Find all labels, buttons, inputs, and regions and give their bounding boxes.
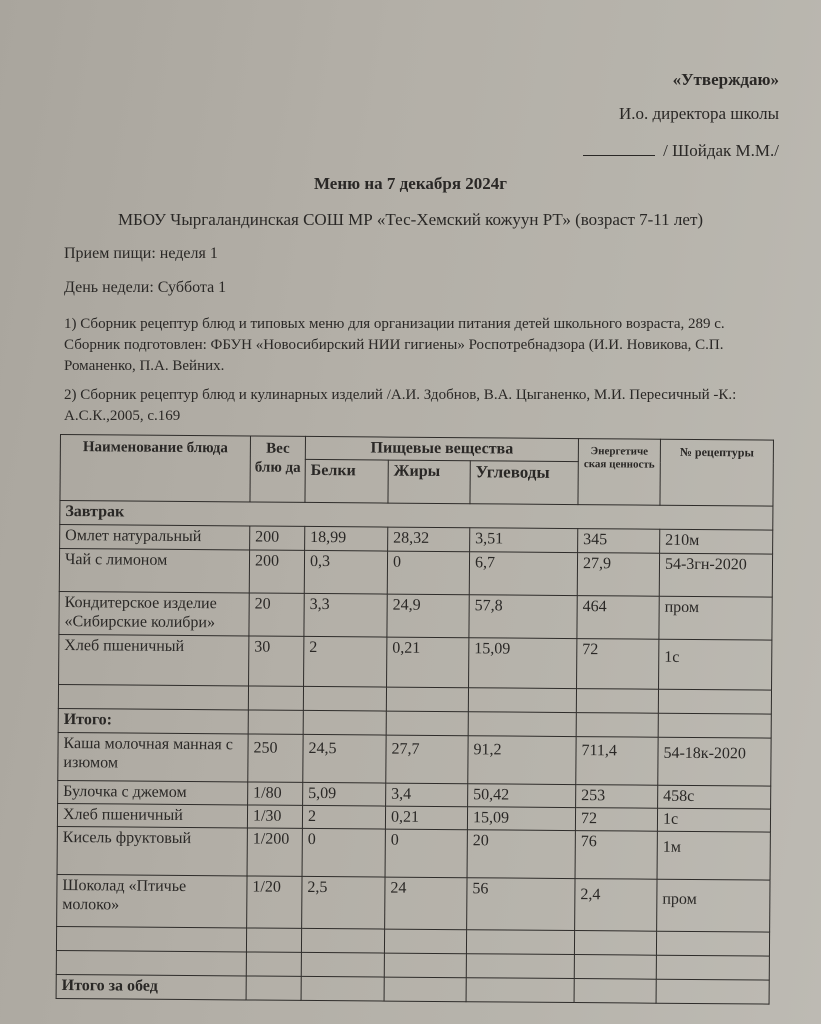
header-fats: Жиры — [388, 460, 470, 504]
dish-carbs: 15,09 — [469, 638, 577, 689]
day-of-week: День недели: Суббота 1 — [64, 279, 227, 296]
section-lunch-total-row — [56, 974, 769, 1004]
dish-name: Чай с лимоном — [59, 549, 249, 593]
dish-fats: 24,9 — [387, 594, 469, 638]
header-energy: Энергетиче ская ценность — [578, 439, 661, 506]
dish-energy: 2,4 — [575, 879, 657, 932]
table-row — [57, 826, 770, 880]
source-2: 2) Сборник рецептур блюд и кулинарных изделий /А.И. Здобнов, В.А. Цыганенко, М.И. Пересичный -К.: А.С.К.,2005, с.169 — [64, 387, 737, 424]
dish-recipe: 54-3гн-2020 — [659, 553, 772, 597]
dish-name: Хлеб пшеничный — [57, 803, 247, 827]
dish-energy: 345 — [578, 529, 660, 554]
dish-recipe: 54-18к-2020 — [658, 737, 771, 786]
table-row — [59, 634, 772, 690]
dish-recipe: 210м — [660, 529, 773, 554]
header-weight: Вес блю да — [250, 436, 306, 502]
dish-proteins: 2 — [302, 805, 385, 829]
dish-fats: 3,4 — [386, 783, 468, 807]
menu-table — [56, 434, 774, 1005]
dish-name: Кисель фруктовый — [57, 826, 247, 875]
table-row — [59, 549, 772, 598]
dish-proteins: 24,5 — [303, 734, 386, 783]
dish-carbs: 6,7 — [469, 552, 577, 596]
dish-proteins: 2,5 — [302, 876, 385, 929]
section-total: Итого: — [58, 708, 248, 733]
dish-name: Шоколад «Птичье молоко» — [57, 874, 247, 927]
dish-weight: 250 — [248, 734, 303, 782]
header-recipe: № рецептуры — [660, 439, 774, 506]
dish-carbs: 15,09 — [467, 807, 575, 831]
dish-proteins: 5,09 — [303, 782, 386, 806]
dish-fats: 0,21 — [387, 637, 469, 688]
school-name: МБОУ Чыргаландинская СОШ МР «Тес-Хемский кожуун РТ» (возраст 7-11 лет) — [117, 210, 704, 229]
dish-fats: 0 — [385, 829, 467, 878]
table-row — [57, 874, 770, 932]
dish-energy: 253 — [576, 785, 658, 809]
dish-proteins: 3,3 — [304, 593, 387, 637]
dish-proteins: 0 — [302, 828, 385, 877]
dish-carbs: 57,8 — [469, 595, 577, 639]
dish-proteins: 18,99 — [305, 526, 388, 551]
dish-weight: 200 — [249, 550, 304, 593]
signature-name: / Шойдак М.М./ — [663, 141, 779, 160]
dish-recipe: 458с — [658, 785, 771, 809]
header-nutrients: Пищевые вещества — [305, 436, 578, 461]
dish-recipe: пром — [659, 596, 772, 640]
dish-energy: 464 — [577, 596, 659, 640]
dish-weight: 30 — [249, 636, 304, 686]
dish-proteins: 2 — [304, 636, 387, 687]
meal-week: Прием пищи: неделя 1 — [64, 245, 218, 262]
header-carbs: Углеводы — [470, 461, 578, 505]
dish-energy: 27,9 — [577, 553, 659, 597]
header-name: Наименование блюда — [60, 435, 251, 502]
dish-weight: 1/20 — [247, 876, 302, 928]
dish-weight: 200 — [250, 526, 305, 550]
director-position: И.о. директора школы — [618, 104, 779, 123]
dish-name: Булочка с джемом — [58, 780, 248, 804]
dish-name: Кондитерское изделие «Сибирские колибри» — [59, 591, 249, 635]
dish-name: Каша молочная манная с изюмом — [58, 732, 248, 781]
dish-carbs: 56 — [467, 878, 575, 931]
page-title: Меню на 7 декабря 2024г — [313, 174, 507, 193]
dish-weight: 1/80 — [248, 782, 303, 805]
section-lunch-total: Итого за обед — [56, 974, 246, 999]
signature-line — [583, 141, 779, 161]
signature-blank — [583, 155, 655, 156]
table-row — [58, 732, 771, 786]
dish-fats: 28,32 — [388, 527, 470, 552]
dish-fats: 0,21 — [385, 806, 467, 830]
dish-recipe: 1с — [659, 639, 772, 690]
dish-recipe: пром — [657, 879, 770, 932]
dish-name: Хлеб пшеничный — [59, 634, 249, 685]
source-1: 1) Сборник рецептур блюд и типовых меню для организации питания детей школьного возраста, 289 с. Сборник подготовлен: ФБУН «Новосибирский НИИ гигиены» Роспотребнадзора (И.И. Новикова, С.П. Романенко, П.А. Вейних. — [64, 316, 725, 374]
dish-energy: 76 — [575, 831, 657, 880]
dish-energy: 72 — [577, 639, 659, 690]
dish-recipe: 1с — [657, 808, 770, 832]
dish-fats: 27,7 — [386, 735, 468, 784]
dish-proteins: 0,3 — [304, 550, 387, 594]
dish-energy: 72 — [575, 808, 657, 832]
header-proteins: Белки — [305, 459, 388, 503]
dish-weight: 1/30 — [247, 805, 302, 828]
dish-weight: 20 — [249, 593, 304, 636]
dish-carbs: 50,42 — [468, 784, 576, 808]
approval-label: «Утверждаю» — [672, 70, 779, 89]
dish-weight: 1/200 — [247, 828, 302, 876]
dish-name: Омлет натуральный — [60, 525, 250, 550]
table-row — [59, 591, 772, 640]
dish-fats: 24 — [385, 877, 467, 930]
section-breakfast: Завтрак — [60, 501, 773, 531]
dish-carbs: 91,2 — [468, 736, 576, 785]
dish-carbs: 20 — [467, 830, 575, 879]
dish-recipe: 1м — [657, 831, 770, 880]
dish-carbs: 3,51 — [470, 528, 578, 553]
dish-fats: 0 — [387, 551, 469, 595]
dish-energy: 711,4 — [576, 737, 658, 786]
